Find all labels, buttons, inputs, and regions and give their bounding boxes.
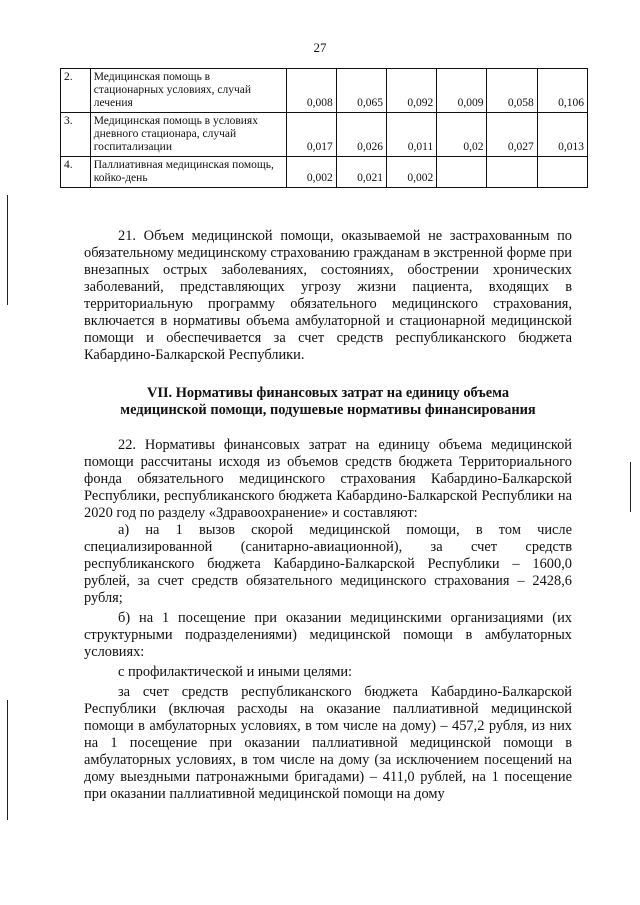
table-cell: 0,065 bbox=[336, 69, 386, 113]
table-cell bbox=[437, 157, 487, 188]
table-cell: 0,026 bbox=[336, 113, 386, 157]
paragraph-item-b-sub: с профилактической и иными целями: bbox=[118, 664, 353, 680]
row-name: Медицинская помощь в стационарных условиях, случай лечения bbox=[90, 69, 286, 113]
row-name: Паллиативная медицинская помощь, койко-день bbox=[90, 157, 286, 188]
section-heading bbox=[84, 385, 572, 419]
table-cell: 0,02 bbox=[437, 113, 487, 157]
paragraph-item-b-text: за счет средств республиканского бюджета Кабардино-Балкарской Республики (включая расходы на оказание паллиативной медицинской помощи в амбулаторных условиях, в том числе на дому) – 457,2 рубля, из них на 1 посещение при оказании паллиативной медицинской помощи в амбулаторных условиях, в том числе на дому (за исключением посещений на дому выездными патронажными бригадами) – 411,0 рублей, на 1 посещение при оказании паллиативной медицинской помощи на дому bbox=[84, 684, 572, 802]
table-row bbox=[61, 157, 588, 188]
row-number: 4. bbox=[61, 157, 91, 188]
table-cell: 0,092 bbox=[387, 69, 437, 113]
table-cell: 0,011 bbox=[387, 113, 437, 157]
table-cell: 0,027 bbox=[487, 113, 537, 157]
table-cell: 0,002 bbox=[286, 157, 336, 188]
margin-scan-mark bbox=[7, 700, 8, 820]
table-cell bbox=[537, 157, 587, 188]
paragraph-22-intro: 22. Нормативы финансовых затрат на единицу объема медицинской помощи рассчитаны исходя из объемов средств бюджета Территориального фонда обязательного медицинского страхования Кабардино-Балкарской Республики, республиканского бюджета Кабардино-Балкарской Республики на 2020 год по разделу «Здравоохранение» и составляют: bbox=[84, 437, 572, 521]
table-cell: 0,021 bbox=[336, 157, 386, 188]
row-name: Медицинская помощь в условиях дневного стационара, случай госпитализации bbox=[90, 113, 286, 157]
table-row bbox=[61, 69, 588, 113]
section-22 bbox=[84, 437, 572, 803]
heading-line-2: медицинской помощи, подушевые нормативы финансирования bbox=[120, 402, 536, 418]
table-cell bbox=[487, 157, 537, 188]
paragraph-item-b: б) на 1 посещение при оказании медицинскими организациями (их структурными подразделениями) медицинской помощи в амбулаторных условиях: bbox=[84, 610, 572, 660]
table-cell: 0,106 bbox=[537, 69, 587, 113]
page-number: 27 bbox=[313, 40, 327, 55]
table-cell: 0,058 bbox=[487, 69, 537, 113]
table-cell: 0,017 bbox=[286, 113, 336, 157]
row-number: 2. bbox=[61, 69, 91, 113]
table-cell: 0,013 bbox=[537, 113, 587, 157]
margin-scan-mark bbox=[7, 195, 8, 305]
table-row bbox=[61, 113, 588, 157]
paragraph-item-a: а) на 1 вызов скорой медицинской помощи, в том числе специализированной (санитарно-авиационной), за счет средств республиканского бюджета Кабардино-Балкарской Республики – 1600,0 рублей, за счет средств обязательного медицинского страхования – 2428,6 рубля; bbox=[84, 522, 572, 606]
margin-scan-mark bbox=[630, 462, 631, 512]
table-cell: 0,008 bbox=[286, 69, 336, 113]
norms-table bbox=[60, 68, 588, 188]
table-cell: 0,002 bbox=[387, 157, 437, 188]
heading-line-1: VII. Нормативы финансовых затрат на единицу объема bbox=[146, 385, 510, 401]
row-number: 3. bbox=[61, 113, 91, 157]
section-21 bbox=[84, 228, 572, 364]
table-cell: 0,009 bbox=[437, 69, 487, 113]
paragraph-21: 21. Объем медицинской помощи, оказываемой не застрахованным по обязательному медицинскому страхованию гражданам в экстренной форме при внезапных острых заболеваниях, состояниях, обострении хронических заболеваний, представляющих угрозу жизни пациента, входящих в территориальную программу обязательного медицинского страхования, включается в нормативы объема амбулаторной и стационарной медицинской помощи и обеспечивается за счет средств республиканского бюджета Кабардино-Балкарской Республики. bbox=[84, 228, 572, 363]
